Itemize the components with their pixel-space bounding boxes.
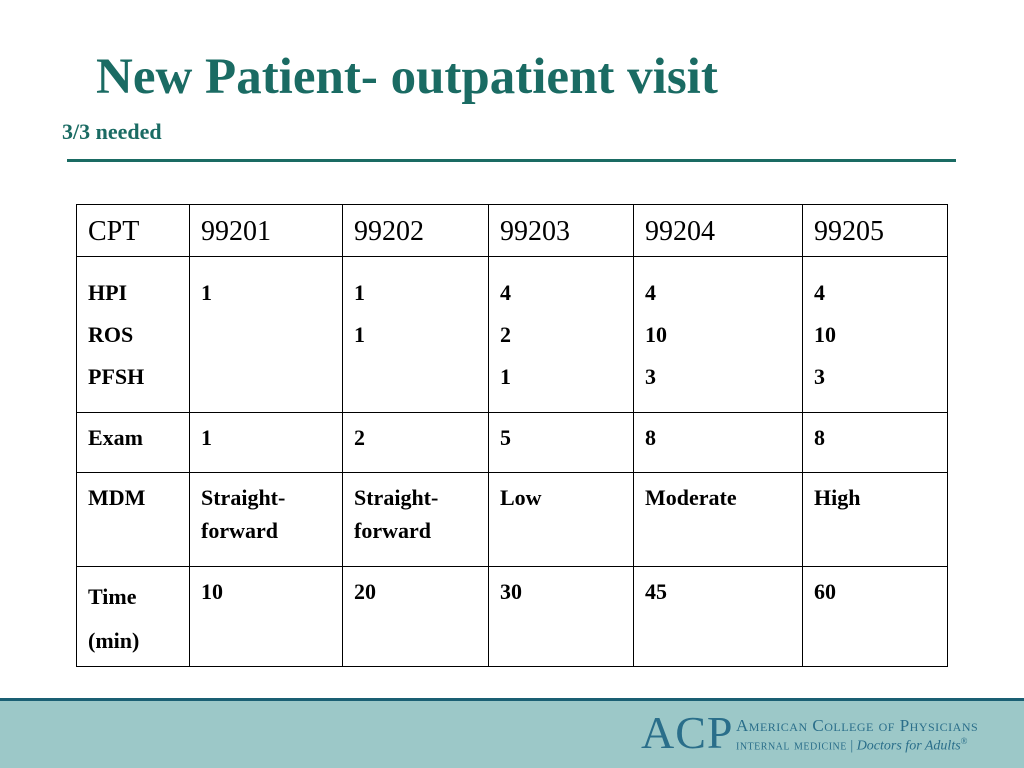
mdm-cell xyxy=(343,473,489,567)
cell-value: 60 xyxy=(803,567,948,667)
row-label: MDM xyxy=(77,473,190,567)
history-cell xyxy=(489,257,634,413)
cell-value: 1 xyxy=(354,322,365,347)
header-cell: 99201 xyxy=(190,205,343,257)
cell-value: 4 xyxy=(645,280,656,305)
table-row-time xyxy=(77,567,948,667)
cell-value: forward xyxy=(201,518,278,543)
header-cell: 99202 xyxy=(343,205,489,257)
cpt-table xyxy=(76,204,948,667)
org-tagline xyxy=(736,737,968,754)
mdm-cell xyxy=(190,473,343,567)
history-label-cell xyxy=(77,257,190,413)
history-cell xyxy=(803,257,948,413)
tagline-left: internal medicine xyxy=(736,738,847,754)
org-name: American College of Physicians xyxy=(736,716,979,735)
time-label-cell xyxy=(77,567,190,667)
cell-value: 3 xyxy=(814,364,825,389)
mdm-cell xyxy=(803,473,948,567)
history-cell xyxy=(190,257,343,413)
cell-value: forward xyxy=(354,518,431,543)
history-cell xyxy=(343,257,489,413)
slide-subtitle: 3/3 needed xyxy=(62,119,162,144)
row-label: Time xyxy=(88,584,137,609)
slide-title: New Patient- outpatient visit xyxy=(96,49,718,105)
cell-value: 3 xyxy=(645,364,656,389)
registered-mark: ® xyxy=(960,736,968,746)
cell-value: 10 xyxy=(814,322,836,347)
cell-value xyxy=(201,349,331,405)
cell-value: Straight- xyxy=(201,485,286,510)
header-cell: 99205 xyxy=(803,205,948,257)
cell-value: 1 xyxy=(190,413,343,473)
row-label: HPI xyxy=(88,280,128,305)
cell-value: High xyxy=(814,485,861,510)
cell-value: 30 xyxy=(489,567,634,667)
table-row-exam xyxy=(77,413,948,473)
cell-value: 2 xyxy=(343,413,489,473)
tagline-right: Doctors for Adults xyxy=(856,738,961,754)
cell-value: Straight- xyxy=(354,485,439,510)
cell-value: 4 xyxy=(500,280,511,305)
cell-value xyxy=(354,349,477,405)
header-cell: 99203 xyxy=(489,205,634,257)
cell-value: 2 xyxy=(500,322,511,347)
table-header-row xyxy=(77,205,948,257)
mdm-cell xyxy=(634,473,803,567)
cell-value: 1 xyxy=(201,280,212,305)
tagline-separator: | xyxy=(850,738,854,754)
row-label: PFSH xyxy=(88,364,145,389)
cell-value: Moderate xyxy=(645,485,737,510)
table-row-history xyxy=(77,257,948,413)
row-label: (min) xyxy=(88,628,140,653)
cell-value: 8 xyxy=(634,413,803,473)
header-cell: CPT xyxy=(77,205,190,257)
cell-value: 10 xyxy=(645,322,667,347)
cell-value: 45 xyxy=(634,567,803,667)
title-divider xyxy=(67,159,956,162)
mdm-cell xyxy=(489,473,634,567)
table-row-mdm xyxy=(77,473,948,567)
header-cell: 99204 xyxy=(634,205,803,257)
history-cell xyxy=(634,257,803,413)
cell-value: 8 xyxy=(803,413,948,473)
cell-value: 20 xyxy=(343,567,489,667)
row-label: ROS xyxy=(88,322,134,347)
row-label: Exam xyxy=(77,413,190,473)
cell-value: 1 xyxy=(354,280,365,305)
cell-value: 4 xyxy=(814,280,825,305)
cell-value: Low xyxy=(500,485,542,510)
acp-logo: ACP xyxy=(641,707,734,758)
cell-value: 1 xyxy=(500,364,511,389)
cell-value: 5 xyxy=(489,413,634,473)
cell-value: 10 xyxy=(190,567,343,667)
